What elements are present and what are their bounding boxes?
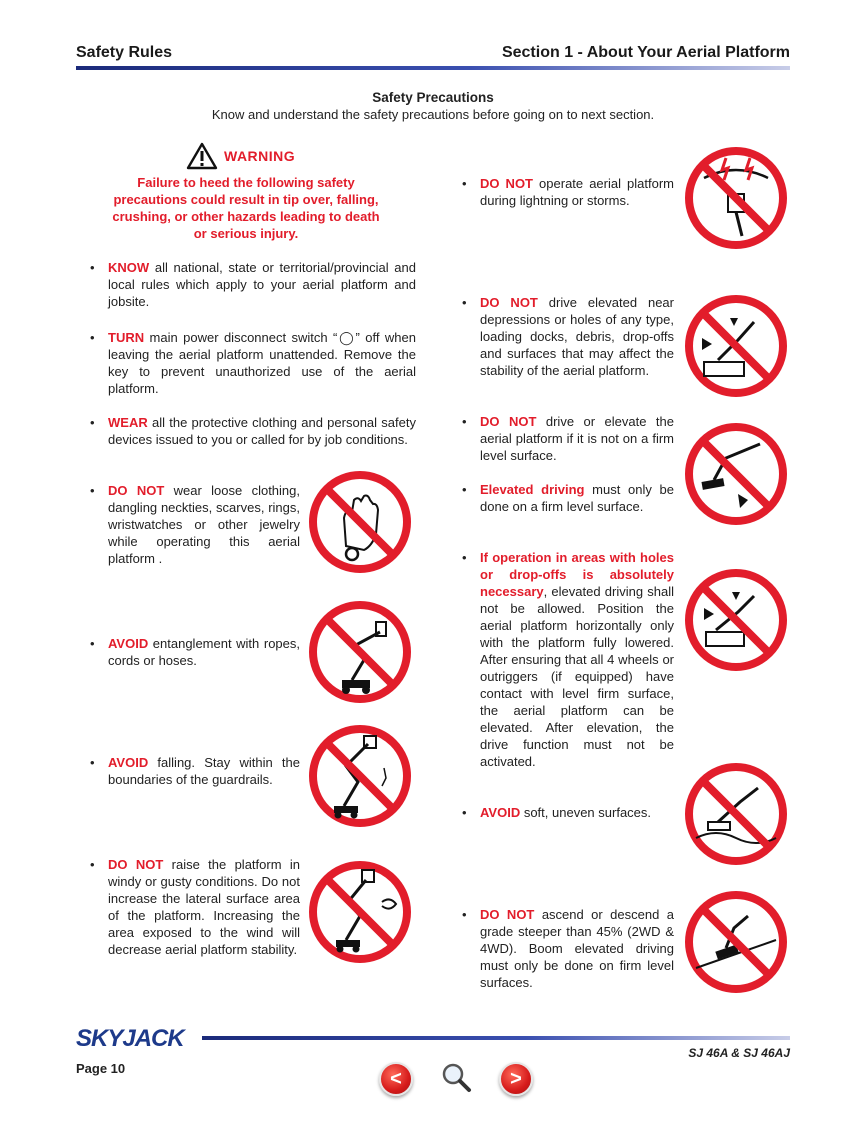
no-steep-grade-sign-icon — [682, 888, 790, 996]
magnifier-icon — [439, 1061, 473, 1095]
skyjack-logo: SKYJACK — [76, 1025, 184, 1052]
warning-text: Failure to heed the following safety precautions could result in tip over, falling, crushing, or other hazards leading to death or serious injury. — [112, 175, 380, 241]
no-unlevel-surface-sign-icon — [682, 420, 790, 528]
zoom-button[interactable] — [436, 1058, 476, 1098]
right-item-holes-dropoffs: • If operation in areas with holes or drop-offs is absolutely necessary, elevated driving shall not be allowed. Position the aerial platform horizontally only with the platform fully lowered. After ensuring that all 4 wheels or outriggers (if equipped) have contact with level firm surface, the aerial platform can be elevated. After elevation, the drive function must not be activated. — [462, 550, 674, 769]
warning-triangle-icon — [186, 142, 218, 170]
right-item-elevated-driving: • Elevated driving must only be done on a firm level surface. — [462, 482, 674, 514]
right-item-depressions: • DO NOT drive elevated near depressions or holes of any type, loading docks, debris, drop-offs and surfaces that may affect the stability of the aerial platform. — [462, 295, 674, 378]
left-item-falling: • AVOID falling. Stay within the boundaries of the guardrails. — [90, 755, 300, 787]
footer-rule — [202, 1036, 790, 1040]
no-falling-sign-icon — [306, 722, 414, 830]
page-title: Safety Precautions — [372, 90, 494, 105]
left-item-clothing: • DO NOT wear loose clothing, dangling neckties, scarves, rings, wristwatches or other jewelry while operating this aerial platform . — [90, 483, 300, 566]
previous-page-button[interactable] — [379, 1062, 413, 1096]
header-section-title: Safety Rules — [76, 44, 173, 61]
model-label: SJ 46A & SJ 46AJ — [688, 1046, 790, 1060]
warning-label: WARNING — [224, 148, 296, 164]
right-item-lightning: • DO NOT operate aerial platform during lightning or storms. — [462, 176, 674, 208]
no-entanglement-sign-icon — [306, 598, 414, 706]
left-item-wear: • WEAR all the protective clothing and personal safety devices issued to you or called for by job conditions. — [90, 415, 416, 447]
header-rule — [76, 66, 790, 70]
no-soft-surface-sign-icon — [682, 760, 790, 868]
right-item-grade: • DO NOT ascend or descend a grade steeper than 45% (2WD & 4WD). Boom elevated driving must only be done on firm level surfaces. — [462, 907, 674, 990]
right-item-soft-surfaces: • AVOID soft, uneven surfaces. — [462, 805, 652, 820]
page-subtitle: Know and understand the safety precautions before going on to next section. — [211, 107, 655, 122]
left-item-wind: • DO NOT raise the platform in windy or gusty conditions. Do not increase the lateral surface area of the platform. Increasing the area exposed to the wind will decrease aerial platform stability. — [90, 857, 300, 957]
header-chapter-title: Section 1 - About Your Aerial Platform — [501, 44, 790, 61]
warning-heading — [186, 142, 295, 170]
no-holes-sign-icon — [682, 566, 790, 674]
no-lightning-sign-icon — [682, 144, 790, 252]
left-item-know: • KNOW all national, state or territorial/provincial and local rules which apply to your aerial platform and jobsite. — [90, 260, 416, 309]
left-item-entanglement: • AVOID entanglement with ropes, cords or hoses. — [90, 636, 300, 668]
page-number: Page 10 — [76, 1061, 126, 1076]
no-jewelry-sign-icon — [306, 468, 414, 576]
no-dropoff-sign-icon — [682, 292, 790, 400]
chevron-right-icon: > — [510, 1067, 522, 1090]
next-page-button[interactable] — [499, 1062, 533, 1096]
chevron-left-icon: < — [390, 1067, 402, 1090]
left-item-turn: • TURN main power disconnect switch “◯” off when leaving the aerial platform unattended. Remove the key to prevent unauthorized use of the aerial platform. — [90, 330, 416, 396]
right-item-firm-level: • DO NOT drive or elevate the aerial platform if it is not on a firm level surface. — [462, 414, 674, 463]
no-wind-sign-icon — [306, 858, 414, 966]
